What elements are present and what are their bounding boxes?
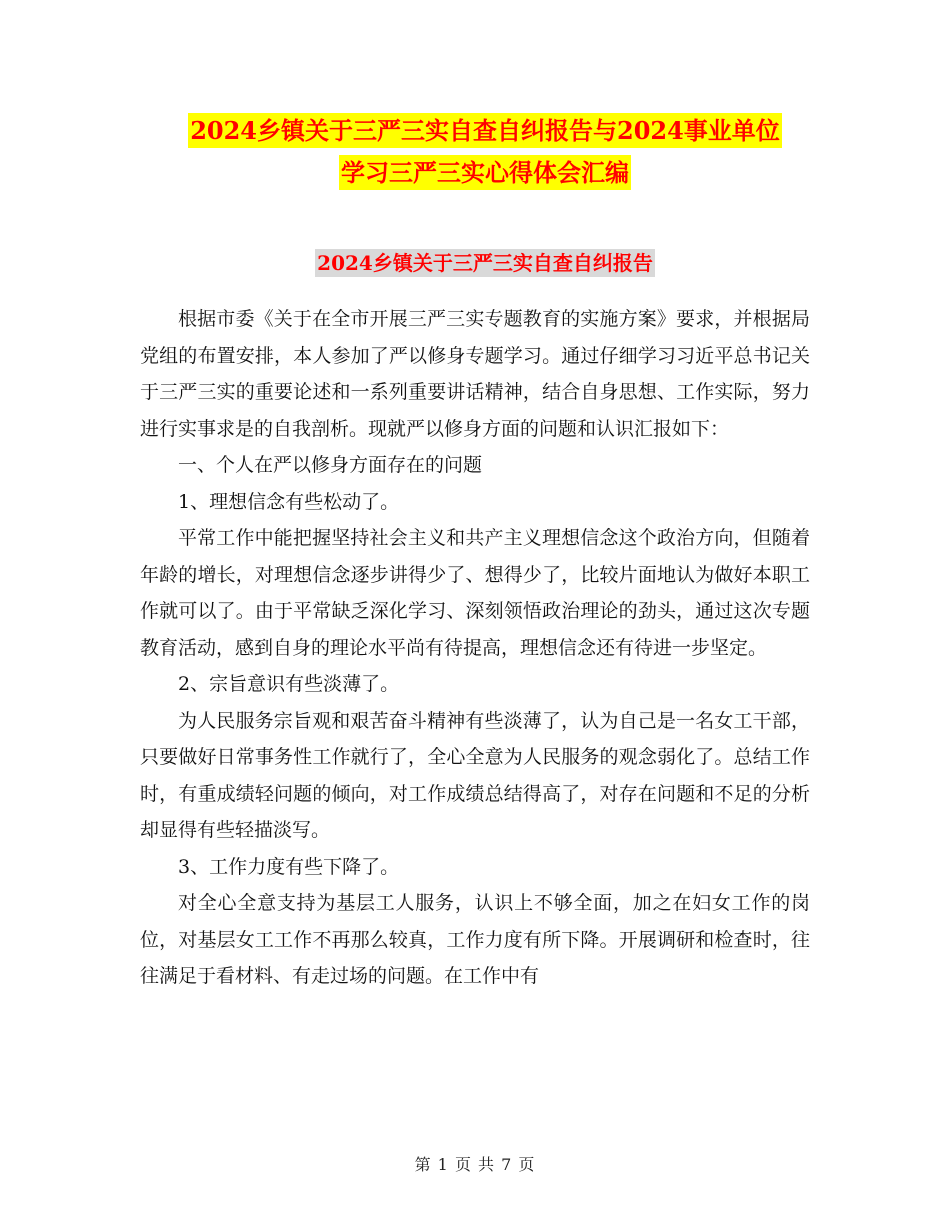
subheading: 2、宗旨意识有些淡薄了。 bbox=[178, 673, 400, 695]
section-title-text: 2024乡镇关于三严三实自查自纠报告 bbox=[317, 251, 653, 275]
page-footer: 第 1 页 共 7 页 bbox=[414, 1155, 536, 1174]
section-heading: 一、个人在严以修身方面存在的问题 bbox=[178, 454, 483, 476]
body-paragraph: 根据市委《关于在全市开展三严三实专题教育的实施方案》要求，并根据局党组的布置安排，本人参加了严以修身专题学习。通过仔细学习习近平总书记关于三严三实的重要论述和一系列重要讲话精神，结合自身思想、工作实际，努力进行实事求是的自我剖析。现就严以修身方面的问题和认识汇报如下： bbox=[140, 308, 810, 440]
subheading: 1、理想信念有些松动了。 bbox=[178, 490, 400, 513]
body-paragraph: 平常工作中能把握坚持社会主义和共产主义理想信念这个政治方向，但随着年龄的增长，对理想信念逐步讲得少了、想得少了，比较片面地认为做好本职工作就可以了。由于平常缺乏深化学习、深刻领悟政治理论的劲头，通过这次专题教育活动，感到自身的理论水平尚有待提高，理想信念还有待进一步坚定。 bbox=[140, 527, 810, 659]
document-body bbox=[140, 301, 810, 995]
body-paragraph: 对全心全意支持为基层工人服务，认识上不够全面，加之在妇女工作的岗位，对基层女工工作不再那么较真，工作力度有所下降。开展调研和检查时，往往满足于看材料、有走过场的问题。在工作中有 bbox=[140, 892, 810, 987]
body-paragraph: 为人民服务宗旨观和艰苦奋斗精神有些淡薄了，认为自己是一名女工干部，只要做好日常事务性工作就行了，全心全意为人民服务的观念弱化了。总结工作时，有重成绩轻问题的倾向，对工作成绩总结得高了，对存在问题和不足的分析却显得有些轻描淡写。 bbox=[140, 709, 810, 841]
section-title bbox=[140, 246, 830, 280]
document-title-line-2: 学习三严三实心得体会汇编 bbox=[339, 155, 631, 190]
subheading: 3、工作力度有些下降了。 bbox=[178, 855, 400, 878]
document-title-line-1: 2024乡镇关于三严三实自查自纠报告与2024事业单位 bbox=[188, 113, 782, 148]
document-title bbox=[140, 110, 830, 194]
